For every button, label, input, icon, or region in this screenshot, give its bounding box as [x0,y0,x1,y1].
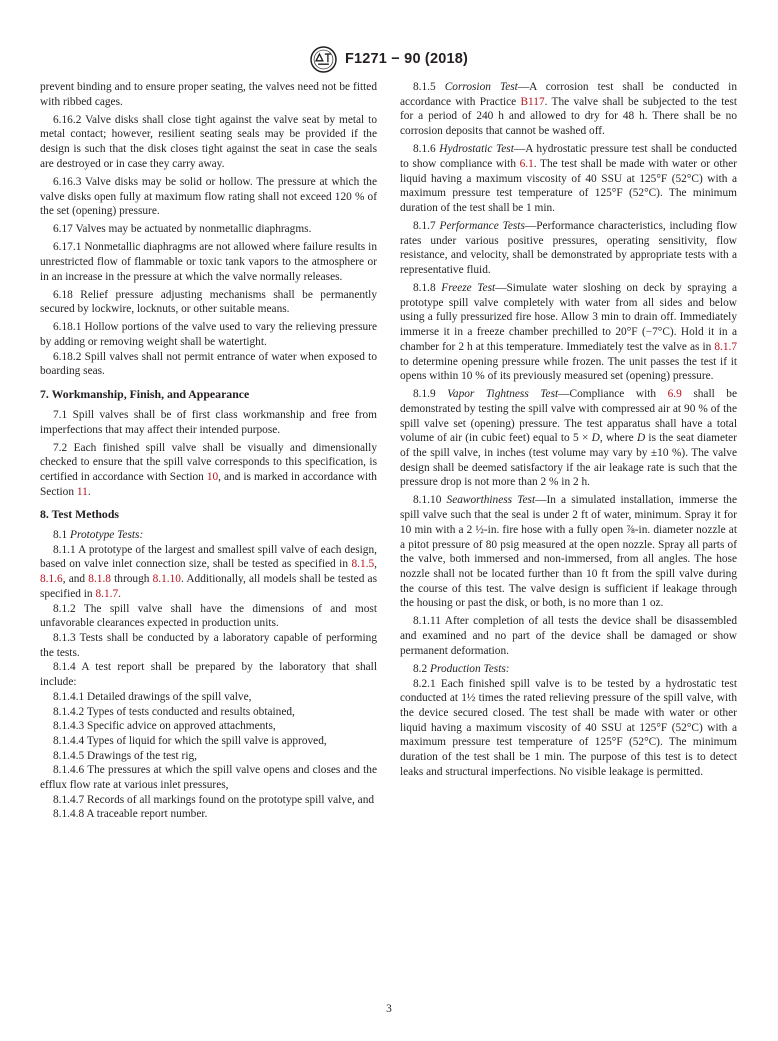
section-7-heading: 7. Workmanship, Finish, and Appearance [40,387,250,402]
paragraph-6-17-1: 6.17.1 Nonmetallic diaphragms are not allowed where failure results in unrestricted flow of flammable or toxic tank vapors to the atmosphere or in an increase in the pressure at which the valve normally releases. [40,241,377,283]
section-11-link[interactable]: 11 [76,485,88,498]
paragraph-8-1-4-7: 8.1.4.7 Records of all markings found on the prototype spill valve, and [53,793,375,806]
ref-6-1-link[interactable]: 6.1 [519,157,534,170]
astm-logo-icon [310,46,337,73]
paragraph-8-1-4-8: 8.1.4.8 A traceable report number. [53,808,208,821]
paragraph-8-1-6: 8.1.6 Hydrostatic Test—A hydrostatic pressure test shall be conducted to show compliance with 6.1. The test shall be made with water or other liquid having a maximum viscosity of 40 SSU at 125°F (52°C) with a maximum pressure test temperature of 125°F (52°C). The minimum duration of the test shall be 1 min. [400,143,737,214]
standard-designation: F1271 − 90 (2018) [344,51,469,67]
paragraph-8-1-1: 8.1.1 A prototype of the largest and smallest spill valve of each design, based on valve inlet connection size, shall be tested as specified in 8.1.5, 8.1.6, and 8.1.8 through 8.1.10. Additionally, all models shall be tested as specified in 8.1.7. [40,543,378,600]
paragraph-6-16-3: 6.16.3 Valve disks may be solid or hollow. The pressure at which the valve disks open fully at maximum flow rating shall not exceed 120 % of the set (opening) pressure. [40,175,377,218]
paragraph-8-2: 8.2 Production Tests: [413,662,510,675]
ref-8-1-7-link[interactable]: 8.1.7 [714,340,737,353]
section-10-link[interactable]: 10 [206,470,219,483]
ref-8-1-5-link[interactable]: 8.1.5 [351,558,375,571]
paragraph-8-1-4-1: 8.1.4.1 Detailed drawings of the spill valve, [53,690,252,703]
right-column [400,80,737,783]
ref-8-1-8-link[interactable]: 8.1.8 [88,573,111,586]
paragraph-8-1-11: 8.1.11 After completion of all tests the device shall be disassembled and examined and no part of the device shall be damaged or show permanent deformation. [400,615,737,657]
paragraph-8-1-5: 8.1.5 Corrosion Test—A corrosion test shall be conducted in accordance with Practice B117. The valve shall be subjected to the test for a period of 240 h and allowed to dry for 48 h. There shall be no corrosion deposits that cannot be washed off. [400,81,737,138]
ref-8-1-6-link[interactable]: 8.1.6 [40,573,63,586]
ref-8-1-7-link[interactable]: 8.1.7 [95,587,119,600]
paragraph-8-2-1: 8.2.1 Each finished spill valve is to be tested by a hydrostatic test conducted at 1½ times the rated relieving pressure of the spill valve, with the device secured closed. The test shall be made with water or other liquid having a maximum viscosity of 40 SSU at 125°F (52°C) with a maximum pressure test temperature of 125°F (52°C). The minimum duration of the test shall be 1 min. The purpose of this test is to detect leaks and structural imperfections. No visible leakage is permitted. [400,677,737,778]
paragraph-6-16-2: 6.16.2 Valve disks shall close tight against the valve seat by metal to metal contact; however, resilient seating seals may be provided if the design is such that the disk closes tight against the seat in case the seals are destroyed or in case they carry away. [40,113,377,170]
paragraph-8-1-4-5: 8.1.4.5 Drawings of the test rig, [53,749,197,762]
paragraph-8-1-2: 8.1.2 The spill valve shall have the dimensions of and most unfavorable clearances expected in production units. [40,602,377,630]
paragraph-8-1-4-2: 8.1.4.2 Types of tests conducted and results obtained, [53,705,295,718]
paragraph-8-1-9: 8.1.9 Vapor Tightness Test—Compliance with 6.9 shall be demonstrated by testing the spill valve with compressed air at 90 % of the spill valve set (opening) pressure. The test apparatus shall have a total volume of air (in cubic feet) equal to 5 × D, where D is the seat diameter of the spill valve, in inches (test volume may vary by ±10 %). The valve design shall be deemed satisfactory if the air leakage rate is such that the pressure drop is not more than 2 % in 2 h. [400,388,737,489]
paragraph-continuation: prevent binding and to ensure proper seating, the valves need not be fitted with ribbed cages. [40,81,377,108]
ref-8-1-10-link[interactable]: 8.1.10 [152,573,181,586]
paragraph-8-1-4-6: 8.1.4.6 The pressures at which the spill valve opens and closes and the efflux flow rate at various inlet pressures, [40,764,377,792]
paragraph-7-1: 7.1 Spill valves shall be of first class workmanship and free from imperfections that may affect their intended purpose. [40,408,377,436]
paragraph-8-1-4-4: 8.1.4.4 Types of liquid for which the spill valve is approved, [53,734,327,747]
paragraph-8-1-10: 8.1.10 Seaworthiness Test—In a simulated installation, immerse the spill valve such that the seal is under 2 ft of water, minimum. Spray it for 10 min with a 2 ½-in. fire hose with a fully open ⅞-in. diameter nozzle at a pitot pressure of 80 psig measured at the open nozzle. Spray all parts of the valve, both immersed and non-immersed, from all angles. The hose nozzle shall not be located further than 10 ft from the spill valve during the course of this test. The valve design is sufficient if leakage through the housing or past the disk, or both, is no more than 1 oz. [400,494,738,610]
paragraph-8-1: 8.1 Prototype Tests: [53,529,144,542]
paragraph-8-1-8: 8.1.8 Freeze Test—Simulate water sloshing on deck by spraying a prototype spill valve completely with water from all sides and below using a fully pressurized fire hose. Allow 3 min to drain off. Immediately immerse it in a freeze chamber prechilled to 20°F (−7°C). Hold it in a chamber for 2 h at this temperature. Immediately test the valve as in 8.1.7 to determine opening pressure while frozen. The unit passes the test if it opens within 10 % of its previously measured set (opening) pressure. [400,282,737,383]
paragraph-6-18: 6.18 Relief pressure adjusting mechanisms shall be permanently secured by lockwire, locknuts, or other suitable means. [40,288,377,316]
paragraph-6-17: 6.17 Valves may be actuated by nonmetallic diaphragms. [53,223,312,236]
paragraph-6-18-1: 6.18.1 Hollow portions of the valve used to vary the relieving pressure by adding or removing weight shall be watertight. [40,321,377,349]
paragraph-7-2: 7.2 Each finished spill valve shall be visually and dimensionally checked to ensure that the spill valve corresponds to this specification, is certified in accordance with Section 10, and is marked in accordance with Section 11. [40,441,377,498]
page-header [0,44,778,74]
paragraph-8-1-3: 8.1.3 Tests shall be conducted by a laboratory capable of performing the tests. [40,631,377,659]
paragraph-8-1-4-3: 8.1.4.3 Specific advice on approved attachments, [53,720,276,733]
paragraph-6-18-2: 6.18.2 Spill valves shall not permit entrance of water when exposed to boarding seas. [40,350,377,378]
section-8-heading: 8. Test Methods [40,507,119,522]
paragraph-8-1-7: 8.1.7 Performance Tests—Performance characteristics, including flow rates under various positive pressures, operating sensitivity, flow resistance, and velocity, shall be demonstrated by appropriate tests with a representative fluid. [400,219,738,277]
page-number: 3 [386,1003,392,1015]
ref-6-9-link[interactable]: 6.9 [667,388,682,401]
left-column [40,80,377,822]
ref-b117-link[interactable]: B117 [520,95,545,108]
paragraph-8-1-4: 8.1.4 A test report shall be prepared by the laboratory that shall include: [40,661,377,689]
